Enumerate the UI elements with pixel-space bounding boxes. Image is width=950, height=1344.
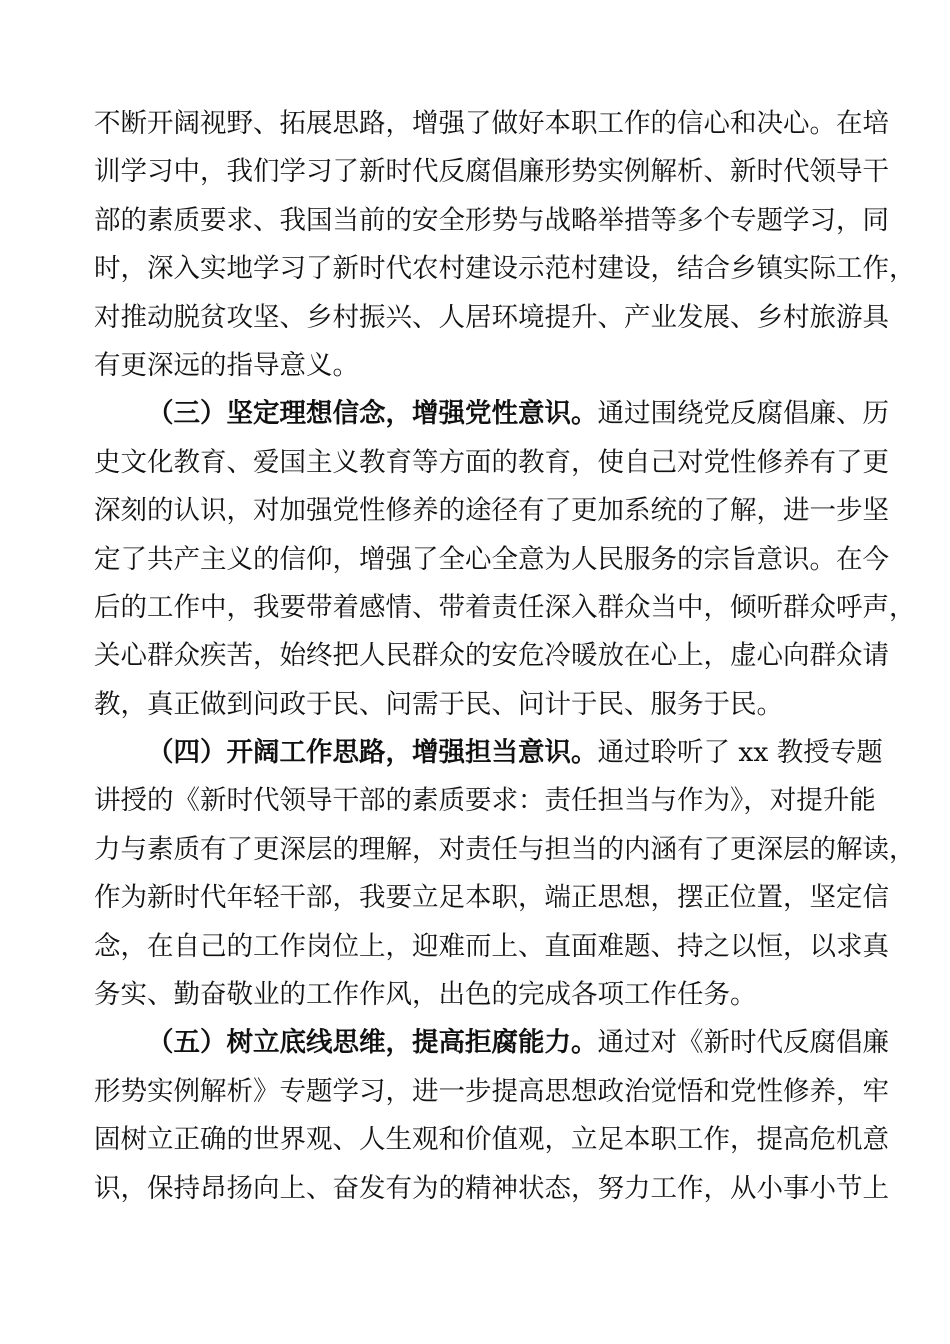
text-line: 关心群众疾苦，始终把人民群众的安危冷暖放在心上，虚心向群众请	[94, 640, 889, 672]
text-line: 对推动脱贫攻坚、乡村振兴、人居环境提升、产业发展、乡村旅游具	[94, 301, 889, 333]
text-line: 史文化教育、爱国主义教育等方面的教育，使自己对党性修养有了更	[94, 446, 889, 478]
text-line: 念，在自己的工作岗位上，迎难而上、直面难题、持之以恒，以求真	[94, 930, 889, 962]
text-line	[94, 1019, 889, 1067]
text-line: 教，真正做到问政于民、问需于民、问计于民、服务于民。	[94, 688, 783, 720]
text-line: 力与素质有了更深层的理解，对责任与担当的内涵有了更深层的解读，	[94, 833, 916, 865]
text-line: 固树立正确的世界观、人生观和价值观，立足本职工作，提高危机意	[94, 1124, 889, 1156]
text-line: 训学习中，我们学习了新时代反腐倡廉形势实例解析、新时代领导干	[94, 156, 889, 188]
text-line: 时，深入实地学习了新时代农村建设示范村建设，结合乡镇实际工作，	[94, 253, 916, 285]
text-line	[94, 390, 889, 438]
text-line: 定了共产主义的信仰，增强了全心全意为人民服务的宗旨意识。在今	[94, 543, 889, 575]
text-line: 讲授的《新时代领导干部的素质要求：责任担当与作为》，对提升能	[94, 785, 876, 817]
text-line: 不断开阔视野、拓展思路，增强了做好本职工作的信心和决心。在培	[94, 108, 889, 139]
paragraph	[94, 1019, 889, 1213]
text-line	[94, 729, 883, 777]
document-page	[94, 100, 916, 1213]
text-line: 形势实例解析》专题学习，进一步提高思想政治觉悟和党性修养，牢	[94, 1075, 889, 1107]
text-line: 识，保持昂扬向上、奋发有为的精神状态，努力工作，从小事小节上	[94, 1172, 889, 1204]
text-line: 作为新时代年轻干部，我要立足本职，端正思想，摆正位置，坚定信	[94, 882, 889, 914]
paragraph-text: 通过围绕党反腐倡廉、历	[597, 398, 889, 430]
paragraph	[94, 100, 916, 390]
section-heading: （五）树立底线思维，提高拒腐能力。	[147, 1027, 598, 1059]
section-heading: （三）坚定理想信念，增强党性意识。	[147, 398, 598, 430]
section-heading: （四）开阔工作思路，增强担当意识。	[147, 737, 598, 769]
text-line: 后的工作中，我要带着感情、带着责任深入群众当中，倾听群众呼声，	[94, 591, 916, 623]
text-line: 有更深远的指导意义。	[94, 349, 359, 381]
text-line: 深刻的认识，对加强党性修养的途径有了更加系统的了解，进一步坚	[94, 495, 889, 527]
paragraph-text: 通过对《新时代反腐倡廉	[597, 1027, 889, 1059]
text-line: 务实、勤奋敬业的工作作风，出色的完成各项工作任务。	[94, 979, 757, 1011]
paragraph	[94, 729, 916, 1019]
text-line: 部的素质要求、我国当前的安全形势与战略举措等多个专题学习，同	[94, 204, 889, 236]
paragraph	[94, 390, 916, 729]
paragraph-text: 通过聆听了 xx 教授专题	[597, 737, 883, 769]
